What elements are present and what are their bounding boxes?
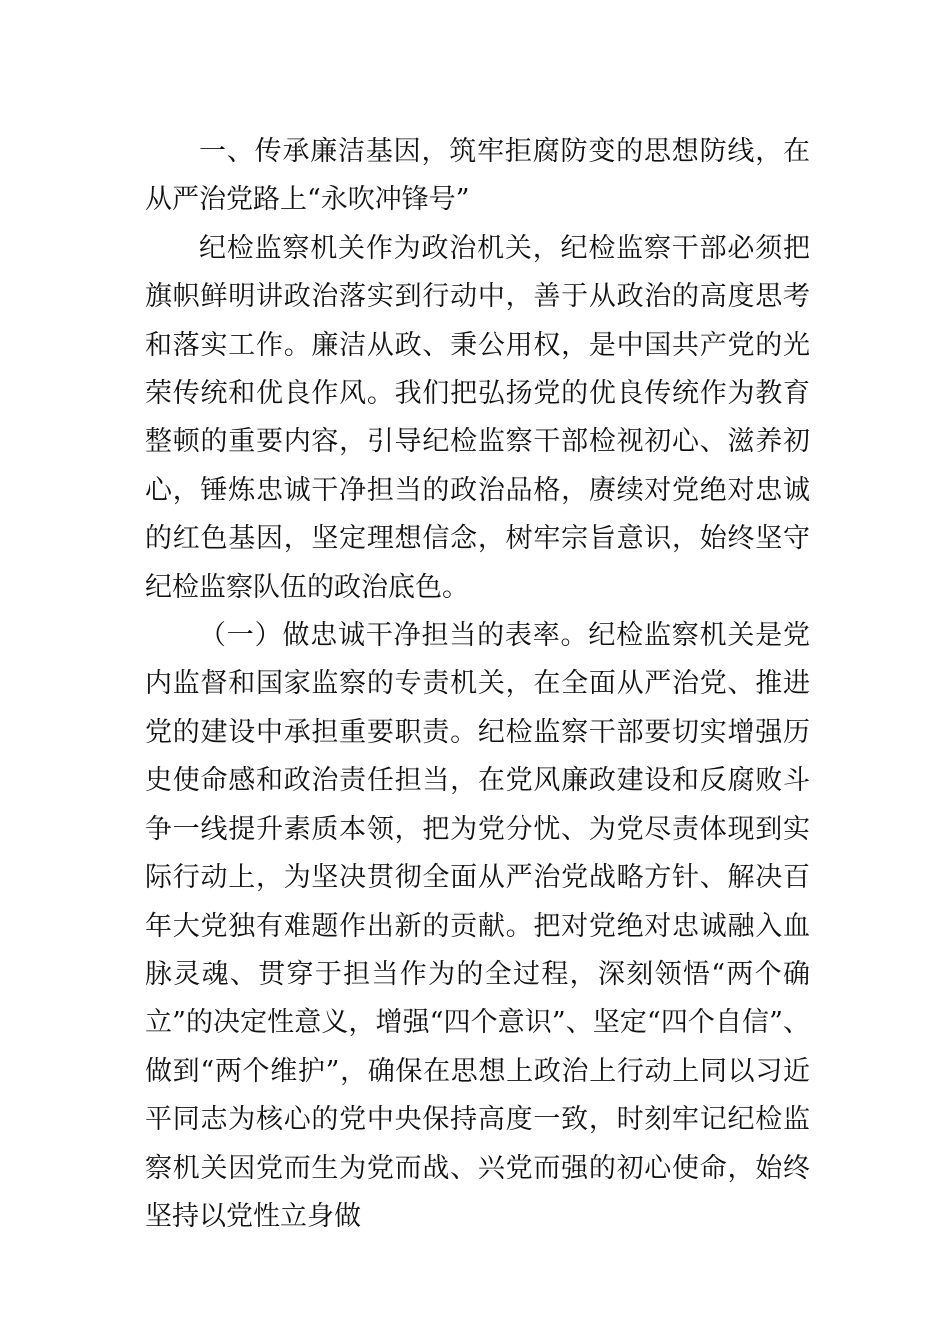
document-body — [145, 128, 810, 1241]
section-heading: 一、传承廉洁基因，筑牢拒腐防变的思想防线，在从严治党路上“永吹冲锋号” — [145, 136, 810, 216]
body-paragraph: 纪检监察机关作为政治机关，纪检监察干部必须把旗帜鲜明讲政治落实到行动中，善于从政治的高度思考和落实工作。廉洁从政、秉公用权，是中国共产党的光荣传统和优良作风。我们把弘扬党的优良传统作为教育整顿的重要内容，引导纪检监察干部检视初心、滋养初心，锤炼忠诚干净担当的政治品格，赓续对党绝对忠诚的红色基因，坚定理想信念，树牢宗旨意识，始终坚守纪检监察队伍的政治底色。 — [145, 232, 810, 603]
body-paragraph: （一）做忠诚干净担当的表率。纪检监察机关是党内监督和国家监察的专责机关，在全面从严治党、推进党的建设中承担重要职责。纪检监察干部要切实增强历史使命感和政治责任担当，在党风廉政建设和反腐败斗争一线提升素质本领，把为党分忧、为党尽责体现到实际行动上，为坚决贯彻全面从严治党战略方针、解决百年大党独有难题作出新的贡献。把对党绝对忠诚融入血脉灵魂、贯穿于担当作为的全过程，深刻领悟“两个确立”的决定性意义，增强“四个意识”、坚定“四个自信”、做到“两个维护”，确保在思想上政治上行动上同以习近平同志为核心的党中央保持高度一致，时刻牢记纪检监察机关因党而生为党而战、兴党而强的初心使命，始终坚持以党性立身做 — [145, 620, 810, 1232]
